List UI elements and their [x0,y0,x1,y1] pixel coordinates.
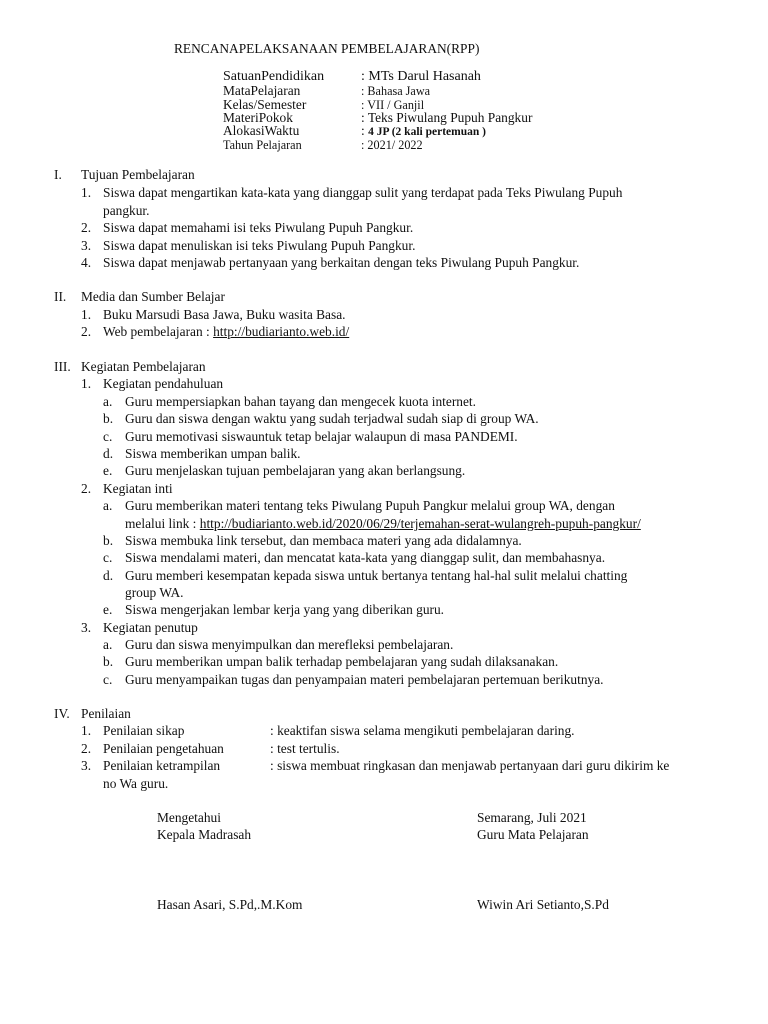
list-item-continuation [125,516,641,532]
list-letter: b. [103,654,114,669]
list-number: 3. [81,758,92,773]
material-link[interactable]: http://budiarianto.web.id/2020/06/29/terjemahan-serat-wulangreh-pupuh-pangkur/ [199,516,641,531]
list-item: Guru memotivasi siswauntuk tetap belajar walaupun di masa PANDEMI. [125,429,518,444]
section-number: III. [54,359,71,374]
list-item: Siswa mendalami materi, dan mencatat kata-kata yang dianggap sulit, dan membahasnya. [125,550,606,565]
list-item: Siswa dapat mengartikan kata-kata yang dianggap sulit yang terdapat pada Teks Piwulang Pupuh [103,185,623,200]
meta-label: AlokasiWaktu [223,123,300,138]
list-number: 2. [81,481,92,496]
list-letter: a. [103,498,113,513]
meta-label: MateriPokok [223,110,293,125]
section-number: IV. [54,706,70,721]
list-letter: b. [103,411,114,426]
meta-label: MataPelajaran [223,83,301,98]
list-number: 3. [81,620,92,635]
section-heading: Tujuan Pembelajaran [81,167,195,182]
list-letter: e. [103,602,113,617]
list-item: Buku Marsudi Basa Jawa, Buku wasita Basa. [103,307,346,322]
meta-value: : 2021/ 2022 [361,138,423,152]
list-number: 3. [81,238,92,253]
list-item [103,324,349,340]
subsection-title: Kegiatan penutup [103,620,198,635]
list-item: Siswa dapat menuliskan isi teks Piwulang Pupuh Pangkur. [103,238,416,253]
list-item: Guru menjelaskan tujuan pembelajaran yang akan berlangsung. [125,463,466,478]
section-number: I. [54,167,62,182]
list-letter: a. [103,637,113,652]
list-letter: c. [103,672,113,687]
list-item: Guru menyampaikan tugas dan penyampaian materi pembelajaran pertemuan berikutnya. [125,672,604,687]
section-heading: Penilaian [81,706,131,721]
subsection-title: Kegiatan pendahuluan [103,376,224,391]
list-item-text: melalui link : [125,516,200,531]
signature-left-name: Hasan Asari, S.Pd,.M.Kom [157,897,303,912]
signature-right-name: Wiwin Ari Setianto,S.Pd [477,897,609,912]
meta-value: : VII / Ganjil [361,98,425,112]
list-item: Siswa mengerjakan lembar kerja yang yang diberikan guru. [125,602,445,617]
list-item: Guru memberikan materi tentang teks Piwulang Pupuh Pangkur melalui group WA, dengan [125,498,615,513]
assessment-label: Penilaian sikap [103,723,185,738]
list-letter: d. [103,568,114,583]
list-number: 4. [81,255,92,270]
assessment-label: Penilaian ketrampilan [103,758,221,773]
web-link[interactable]: http://budiarianto.web.id/ [213,324,350,339]
list-letter: c. [103,550,113,565]
document-title: RENCANAPELAKSANAAN PEMBELAJARAN(RPP) [174,41,480,56]
signature-left-line1: Mengetahui [157,810,221,825]
list-item-text: Web pembelajaran : [103,324,214,339]
list-letter: e. [103,463,113,478]
meta-value-bold: 4 JP (2 kali pertemuan ) [368,126,486,138]
assessment-value: : siswa membuat ringkasan dan menjawab pertanyaan dari guru dikirim ke [270,758,670,773]
list-item: Siswa dapat memahami isi teks Piwulang Pupuh Pangkur. [103,220,414,235]
list-item: Siswa memberikan umpan balik. [125,446,301,461]
list-number: 1. [81,307,92,322]
list-number: 2. [81,741,92,756]
list-letter: b. [103,533,114,548]
list-item: Guru memberi kesempatan kepada siswa untuk bertanya tentang hal-hal sulit melalui chatting [125,568,628,583]
meta-value: : MTs Darul Hasanah [361,69,481,84]
assessment-value: : test tertulis. [270,741,340,756]
subsection-title: Kegiatan inti [103,481,173,496]
meta-label: Tahun Pelajaran [223,138,302,152]
section-heading: Kegiatan Pembelajaran [81,359,206,374]
meta-value: : [361,123,369,138]
list-item: Guru mempersiapkan bahan tayang dan mengecek kuota internet. [125,394,477,409]
list-letter: c. [103,429,113,444]
signature-right-line2: Guru Mata Pelajaran [477,827,589,842]
assessment-value-continuation: no Wa guru. [103,776,169,791]
list-item: Guru memberikan umpan balik terhadap pembelajaran yang sudah dilaksanakan. [125,654,559,669]
list-letter: d. [103,446,114,461]
list-item: Guru dan siswa dengan waktu yang sudah terjadwal sudah siap di group WA. [125,411,539,426]
signature-right-line1: Semarang, Juli 2021 [477,810,587,825]
meta-label: Kelas/Semester [223,97,307,112]
assessment-value: : keaktifan siswa selama mengikuti pembelajaran daring. [270,723,575,738]
section-heading: Media dan Sumber Belajar [81,289,225,304]
list-number: 2. [81,324,92,339]
section-number: II. [54,289,67,304]
list-item-continuation: pangkur. [103,203,150,218]
signature-left-line2: Kepala Madrasah [157,827,252,842]
meta-label: SatuanPendidikan [223,69,325,84]
list-number: 1. [81,376,92,391]
assessment-label: Penilaian pengetahuan [103,741,224,756]
list-letter: a. [103,394,113,409]
meta-value: : Bahasa Jawa [361,84,431,98]
list-number: 1. [81,185,92,200]
list-item: Guru dan siswa menyimpulkan dan merefleksi pembelajaran. [125,637,454,652]
list-item: Siswa membuka link tersebut, dan membaca materi yang ada didalamnya. [125,533,522,548]
list-number: 2. [81,220,92,235]
list-item: Siswa dapat menjawab pertanyaan yang berkaitan dengan teks Piwulang Pupuh Pangkur. [103,255,580,270]
meta-value-wrap [361,124,486,139]
meta-value: : Teks Piwulang Pupuh Pangkur [361,110,533,125]
list-number: 1. [81,723,92,738]
list-item-continuation: group WA. [125,585,184,600]
